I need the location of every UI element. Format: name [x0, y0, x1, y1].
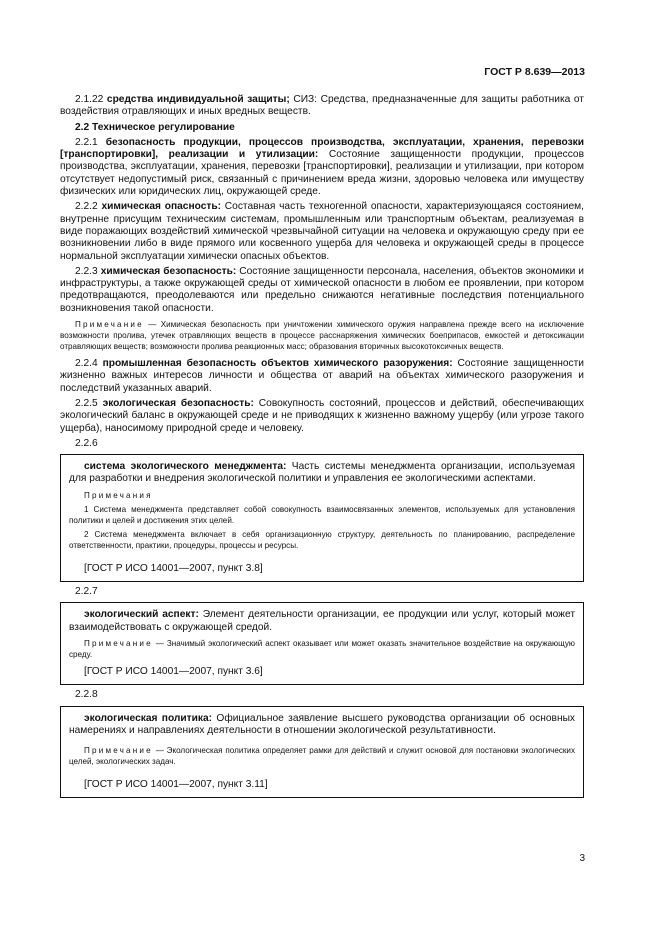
clause-2-2-4 [60, 358, 584, 395]
definition-text: Официальное заявление высшего руководства организации об основных намерениях и направлениях деятельности в отношении экологической результативности. [69, 712, 575, 736]
note [69, 745, 575, 767]
clause-2-2-2 [60, 201, 584, 262]
note-text: — Химическая безопасность при уничтожении химического оружия направлена прежде всего на исключение возможности пролива, утечек отравляющих веществ в процессе расснаряжения химических боеприпасов, емкостей и детоксикации отравляющих веществ; возможности пролива реакционных масс; образования вторичных высокотоксичных веществ. [60, 320, 584, 352]
clause-2-2-1 [60, 137, 584, 198]
note-text: — Экологическая политика определяет рамки для действий и служит основой для постановки экологических целей, экологических задач. [69, 746, 575, 767]
clause-number: 2.2.4 [75, 358, 98, 370]
clause-text: Составная часть техногенной опасности, характеризующаяся состоянием, внутренне присущим техническим системам, промышленным или транспортным объектам, реализуемая в виде поражающих воздействий химической чрезвычайной ситуации на человека и окружающую среду при ее возникновении либо в виде прямого или косвенного ущерба для человека и окружающей среды в процессе нормальной эксплуатации химически опасных объектов. [60, 201, 584, 262]
note-label: Примечание [75, 320, 144, 330]
source-reference: [ГОСТ Р ИСО 14001—2007, пункт 3.8] [84, 562, 263, 574]
source-reference: [ГОСТ Р ИСО 14001—2007, пункт 3.11] [84, 779, 268, 791]
clause-term: безопасность продукции, процессов производства, эксплуатации, хранения, перевозки [транспортировки], реализации и утилизации: [60, 136, 584, 161]
notes-label [69, 490, 575, 501]
note-label: Примечание [84, 638, 153, 648]
definition [69, 609, 575, 634]
clause-2-2-5 [60, 398, 584, 435]
note-1: 1 Система менеджмента представляет собой совокупность взаимосвязанных элементов, используемых для установления политики и целей и достижения этих целей. [69, 504, 575, 525]
definition [69, 713, 575, 738]
note-2-2-3 [60, 319, 584, 352]
note-2: 2 Система менеджмента включает в себя организационную структуру, деятельность по планированию, распределение ответственности, практики, процедуры, процессы и ресурсы. [69, 529, 575, 550]
definition [69, 461, 575, 486]
clause-term: промышленная безопасность объектов химического разоружения: [102, 358, 453, 370]
document-header: ГОСТ Р 8.639—2013 [484, 66, 585, 78]
definition-term: система экологического менеджмента: [84, 461, 287, 473]
clause-number-2-2-6: 2.2.6 [75, 437, 98, 449]
clause-term: средства индивидуальной защиты; [106, 94, 290, 105]
definition-text: Элемент деятельности организации, ее продукции или услуг, который может взаимодействовать с окружающей средой. [69, 609, 575, 633]
clause-text: Состояние защищенности персонала, населения, объектов экономики и инфраструктуры, а также окружающей среды от химической опасности в любом ее проявлении, при котором предотвращаются, преодолеваются или предельно снижаются негативные последствия потенциального возникновения такой опасности. [60, 265, 584, 314]
definition-box-2-2-6 [60, 454, 584, 582]
clause-text: Состояние защищенности жизненно важных интересов личности и общества от аварий на объектах химического разоружения и последствий указанных аварий. [60, 358, 584, 394]
definition-text: Часть системы менеджмента организации, используемая для разработки и внедрения экологической политики и управления ее экологическими аспектами. [69, 461, 575, 485]
clause-number: 2.2.2 [75, 201, 98, 213]
note [69, 638, 575, 660]
clause-text: СИЗ: Средства, предназначенные для защиты работника от воздействия отравляющих и иных вредных веществ. [60, 94, 584, 118]
clause-text: Состояние защищенности продукции, процессов производства, эксплуатации, хранения, перевозки [транспортировки], реализации и утилизации, при котором отсутствует недопустимый риск, связанный с причинением вреда жизни, здоровью человека или имуществу физических или юридических лиц, окружающей среде. [60, 149, 584, 198]
page-number: 3 [579, 853, 585, 864]
clause-number: 2.2.3 [75, 265, 98, 277]
clause-2-2-3 [60, 266, 584, 315]
clause-number: 2.2.5 [75, 397, 98, 409]
clause-number-2-2-8: 2.2.8 [75, 689, 98, 701]
clause-number: 2.2.1 [75, 136, 98, 148]
clause-number: 2.1.22 [75, 94, 104, 105]
definition-box-2-2-8 [60, 706, 584, 799]
clause-number-2-2-7: 2.2.7 [75, 586, 98, 598]
note-label: Примечание [84, 746, 153, 756]
clause-2-1-22 [60, 94, 584, 119]
clause-term: химическая опасность: [101, 201, 222, 213]
clause-text: Совокупность состояний, процессов и действий, обеспечивающих экологический баланс в окружающей среде и не приводящих к жизненно важному ущербу (или угрозе такого ущерба), наносимому природной среде и человеку. [60, 397, 584, 434]
note-text: — Значимый экологический аспект оказывает или может оказать значительное воздействие на окружающую среду. [69, 638, 575, 659]
clause-term: экологическая безопасность: [102, 397, 254, 409]
section-heading: 2.2 Техническое регулирование [75, 121, 235, 133]
page-content [60, 94, 584, 802]
definition-box-2-2-7 [60, 602, 584, 685]
definition-term: экологический аспект: [84, 609, 199, 621]
source-reference: [ГОСТ Р ИСО 14001—2007, пункт 3.6] [84, 665, 263, 677]
clause-term: химическая безопасность: [100, 265, 237, 277]
notes-label-text: Примечания [84, 490, 153, 500]
definition-term: экологическая политика: [84, 712, 213, 724]
